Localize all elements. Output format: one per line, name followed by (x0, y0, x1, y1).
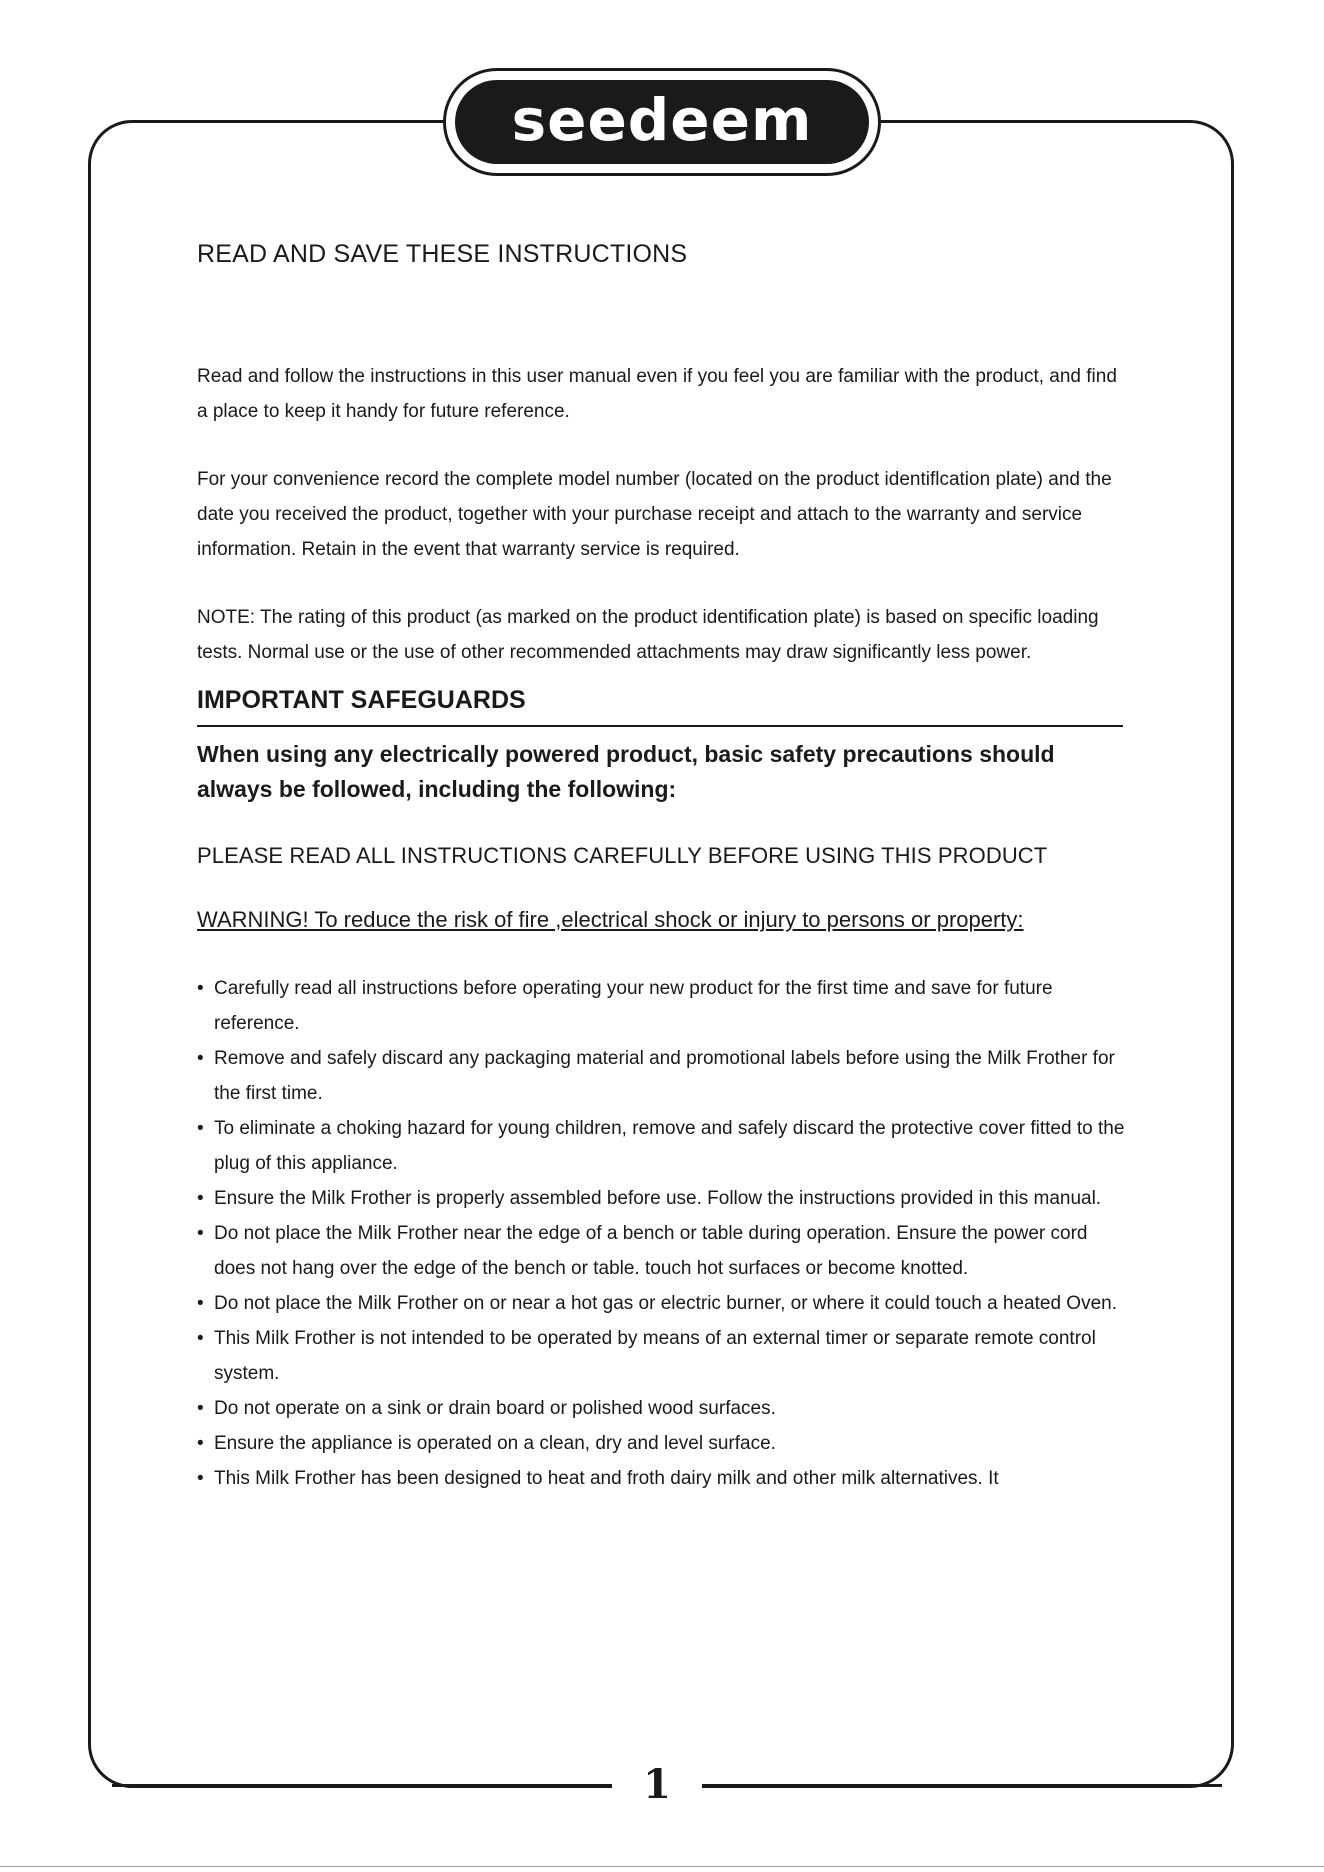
intro-paragraph-2: For your convenience record the complete model number (located on the product identiflcation plate) and the date you received the product, together with your purchase receipt and attach to the warranty and service information. Retain in the event that warranty service is required. (197, 469, 1112, 560)
please-read-notice: PLEASE READ ALL INSTRUCTIONS CAREFULLY BEFORE USING THIS PRODUCT (197, 843, 1048, 868)
brand-logo (443, 68, 881, 176)
warning-heading: WARNING! To reduce the risk of fire ,electrical shock or injury to persons or property: (197, 907, 1024, 932)
logo-text: seedeem (511, 86, 813, 154)
list-item: • This Milk Frother has been designed to heat and froth dairy milk and other milk alternatives. It (197, 1461, 1127, 1496)
bullet-icon: • (197, 1468, 204, 1489)
bullet-icon: • (197, 1433, 204, 1454)
list-item: • Remove and safely discard any packaging material and promotional labels before using the Milk Frother for the first time. (197, 1041, 1127, 1111)
bullet-icon: • (197, 978, 204, 999)
list-item: • Do not place the Milk Frother on or near a hot gas or electric burner, or where it could touch a heated Oven. (197, 1286, 1127, 1321)
bullet-icon: • (197, 1048, 204, 1069)
list-item: • Do not place the Milk Frother near the edge of a bench or table during operation. Ensure the power cord does not hang over the edge of the bench or table. touch hot surfaces or become knotted. (197, 1216, 1127, 1286)
list-item: • Ensure the Milk Frother is properly assembled before use. Follow the instructions provided in this manual. (197, 1181, 1127, 1216)
footer-rule-left (112, 1784, 612, 1787)
scan-edge-line (0, 1866, 1324, 1867)
list-item: • Do not operate on a sink or drain board or polished wood surfaces. (197, 1391, 1127, 1426)
safety-bullet-list (197, 971, 1127, 1496)
list-item: • To eliminate a choking hazard for young children, remove and safely discard the protective cover fitted to the plug of this appliance. (197, 1111, 1127, 1181)
logo-badge (455, 80, 869, 164)
bullet-icon: • (197, 1328, 204, 1349)
list-item: • This Milk Frother is not intended to be operated by means of an external timer or separate remote control system. (197, 1321, 1127, 1391)
bullet-icon: • (197, 1293, 204, 1314)
bullet-icon: • (197, 1188, 204, 1209)
note-paragraph: NOTE: The rating of this product (as marked on the product identification plate) is based on specific loading tests. Normal use or the use of other recommended attachments may draw significantly less power. (197, 607, 1099, 663)
bullet-icon: • (197, 1223, 204, 1244)
safeguards-intro: When using any electrically powered product, basic safety precautions should always be followed, including the following: (197, 741, 1055, 802)
list-item: • Carefully read all instructions before operating your new product for the first time and save for future reference. (197, 971, 1127, 1041)
document-body (197, 240, 1127, 1496)
bullet-icon: • (197, 1118, 204, 1139)
safeguards-title: IMPORTANT SAFEGUARDS (197, 686, 1123, 727)
footer-rule-right (702, 1784, 1222, 1787)
list-item: • Ensure the appliance is operated on a clean, dry and level surface. (197, 1426, 1127, 1461)
page-heading: READ AND SAVE THESE INSTRUCTIONS (197, 240, 688, 268)
bullet-icon: • (197, 1398, 204, 1419)
intro-paragraph-1: Read and follow the instructions in this user manual even if you feel you are familiar with the product, and find a place to keep it handy for future reference. (197, 366, 1117, 422)
page-number: 1 (612, 1765, 702, 1805)
